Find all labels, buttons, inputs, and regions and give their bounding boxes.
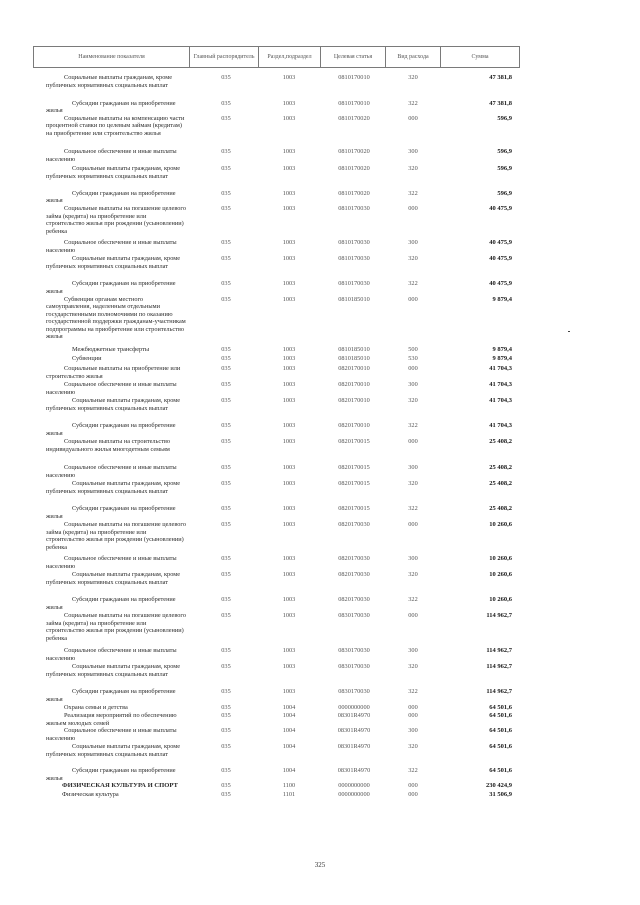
row-name: Социальные выплаты гражданам, кроме публичных нормативных социальных выплат <box>46 663 181 678</box>
row-target-article: 08301R4970 <box>337 712 371 719</box>
row-chief-manager: 035 <box>221 521 231 528</box>
row-section: 1003 <box>282 165 296 172</box>
row-expense-type: 322 <box>408 505 418 512</box>
row-sum: 47 381,8 <box>489 99 512 107</box>
row-chief-manager: 035 <box>221 571 231 579</box>
row-chief-manager: 035 <box>221 205 231 212</box>
row-sum: 9 879,4 <box>492 355 512 362</box>
row-name: Социальные выплаты на погашение целевого займа (кредита) на приобретение или строительство жилья при рождении (усыновлении) ребенка <box>46 205 186 235</box>
row-chief-manager: 035 <box>221 596 231 603</box>
row-sum: 25 408,2 <box>489 464 512 471</box>
row-chief-manager: 035 <box>221 712 231 719</box>
row-expense-type: 000 <box>408 438 418 445</box>
row-chief-manager: 035 <box>221 688 231 695</box>
row-sum: 10 260,6 <box>489 521 512 528</box>
row-expense-type: 000 <box>408 704 418 711</box>
row-section: 1003 <box>282 148 296 156</box>
row-expense-type: 322 <box>408 422 418 429</box>
row-name: Субвенции <box>72 355 102 362</box>
row-chief-manager: 035 <box>221 280 231 287</box>
row-chief-manager: 035 <box>221 555 231 562</box>
row-target-article: 0820170015 <box>338 438 370 445</box>
row-chief-manager: 035 <box>221 355 231 362</box>
row-sum: 114 962,7 <box>486 647 512 654</box>
row-name: Субсидии гражданам на приобретение жилья <box>46 280 176 295</box>
row-section: 1004 <box>282 767 296 774</box>
row-chief-manager: 035 <box>221 464 231 471</box>
row-target-article: 0810170030 <box>338 205 370 212</box>
row-expense-type: 000 <box>408 365 418 372</box>
row-chief-manager: 035 <box>221 345 231 353</box>
row-name: Субсидии гражданам на приобретение жилья <box>46 422 176 437</box>
row-sum: 596,9 <box>497 148 512 156</box>
row-expense-type: 000 <box>408 521 418 528</box>
row-section: 1003 <box>282 612 296 619</box>
row-expense-type: 322 <box>408 596 418 603</box>
row-section: 1003 <box>282 280 296 287</box>
row-target-article: 0830170030 <box>338 612 370 619</box>
row-target-article: 0810170020 <box>338 114 370 122</box>
row-section: 1003 <box>282 521 296 528</box>
row-name: Социальные выплаты гражданам, кроме публичных нормативных социальных выплат <box>46 165 181 180</box>
row-target-article: 0820170010 <box>338 397 370 404</box>
row-expense-type: 322 <box>408 280 418 287</box>
row-chief-manager: 035 <box>221 189 231 197</box>
row-sum: 41 704,3 <box>489 397 512 404</box>
row-chief-manager: 035 <box>221 74 231 81</box>
row-target-article: 08301R4970 <box>337 727 371 734</box>
row-expense-type: 322 <box>408 189 418 197</box>
row-chief-manager: 035 <box>221 704 231 711</box>
row-expense-type: 300 <box>408 555 418 562</box>
row-expense-type: 322 <box>408 688 418 695</box>
row-chief-manager: 035 <box>221 438 231 445</box>
row-expense-type: 000 <box>408 791 418 798</box>
row-name: Социальное обеспечение и иные выплаты населению <box>46 647 177 662</box>
row-sum: 596,9 <box>497 165 512 172</box>
row-name: Социальные выплаты гражданам, кроме публичных нормативных социальных выплат <box>46 74 173 89</box>
row-sum: 31 506,9 <box>489 791 512 798</box>
row-expense-type: 300 <box>408 647 418 654</box>
row-chief-manager: 035 <box>221 767 231 774</box>
row-target-article: 0810170020 <box>338 148 370 156</box>
row-expense-type: 300 <box>408 727 418 734</box>
row-expense-type: 500 <box>408 345 418 353</box>
row-sum: 25 408,2 <box>489 438 512 445</box>
row-name: Физическая культура <box>62 791 119 798</box>
row-target-article: 0830170030 <box>338 688 370 695</box>
row-name: ФИЗИЧЕСКАЯ КУЛЬТУРА И СПОРТ <box>62 782 178 789</box>
row-chief-manager: 035 <box>221 782 231 789</box>
row-expense-type: 000 <box>408 612 418 619</box>
header-section: Раздел,подраздел <box>258 46 321 68</box>
row-section: 1003 <box>282 663 296 670</box>
row-name: Социальные выплаты на приобретение или строительство жилья <box>46 365 181 380</box>
row-target-article: 0810170020 <box>338 165 370 172</box>
row-name: Социальные выплаты на строительство индивидуального жилья многодетным семьям <box>46 438 171 453</box>
row-target-article: 0810170010 <box>338 74 370 81</box>
row-expense-type: 000 <box>408 205 418 212</box>
row-chief-manager: 035 <box>221 255 231 262</box>
row-chief-manager: 035 <box>221 422 231 429</box>
row-chief-manager: 035 <box>221 295 231 303</box>
row-section: 1003 <box>282 647 296 654</box>
row-expense-type: 300 <box>408 148 418 156</box>
row-chief-manager: 035 <box>221 99 231 107</box>
header-expense-type: Вид расхода <box>385 46 441 68</box>
row-target-article: 0810170020 <box>338 189 370 197</box>
row-target-article: 0830170030 <box>338 663 370 670</box>
row-expense-type: 000 <box>408 295 418 303</box>
row-chief-manager: 035 <box>221 727 231 734</box>
row-target-article: 0810170010 <box>338 99 370 107</box>
row-sum: 10 260,6 <box>489 571 512 579</box>
row-section: 1003 <box>282 345 296 353</box>
row-name: Реализация мероприятий по обеспечению жильем молодых семей <box>46 712 177 727</box>
scan-speck <box>568 331 570 332</box>
row-name: Социальные выплаты на погашение целевого займа (кредита) на приобретение или строительство жилья при рождении (усыновлении) ребенка <box>46 612 186 642</box>
header-name: Наименование показателя <box>33 46 190 68</box>
row-target-article: 0820170010 <box>338 381 370 388</box>
row-sum: 40 475,9 <box>489 255 512 262</box>
row-sum: 64 501,6 <box>489 767 512 774</box>
row-name: Субсидии гражданам на приобретение жилья <box>46 505 176 520</box>
row-section: 1003 <box>282 355 296 362</box>
row-target-article: 0830170030 <box>338 647 370 654</box>
row-target-article: 0820170010 <box>338 365 370 372</box>
row-sum: 114 962,7 <box>486 663 512 670</box>
row-chief-manager: 035 <box>221 663 231 670</box>
row-section: 1003 <box>282 255 296 262</box>
row-sum: 40 475,9 <box>489 239 512 246</box>
row-chief-manager: 035 <box>221 647 231 654</box>
row-section: 1003 <box>282 239 296 246</box>
row-target-article: 0000000000 <box>338 782 370 789</box>
row-chief-manager: 035 <box>221 743 231 750</box>
row-name: Субсидии гражданам на приобретение жилья <box>46 99 176 115</box>
row-section: 1003 <box>282 397 296 404</box>
row-expense-type: 320 <box>408 571 418 579</box>
row-name: Субсидии гражданам на приобретение жилья <box>46 767 176 782</box>
row-sum: 9 879,4 <box>492 345 512 353</box>
row-section: 1003 <box>282 571 296 579</box>
row-target-article: 0810185010 <box>338 345 370 353</box>
row-target-article: 08301R4970 <box>337 743 371 750</box>
row-section: 1003 <box>282 99 296 107</box>
row-chief-manager: 035 <box>221 165 231 172</box>
row-chief-manager: 035 <box>221 397 231 404</box>
row-sum: 114 962,7 <box>486 612 512 619</box>
row-name: Социальные выплаты гражданам, кроме публичных нормативных социальных выплат <box>46 743 181 758</box>
row-section: 1003 <box>282 480 296 487</box>
row-target-article: 0810185010 <box>338 355 370 362</box>
row-name: Субсидии гражданам на приобретение жилья <box>46 596 176 611</box>
row-name: Межбюджетные трансферты <box>72 345 150 353</box>
row-sum: 41 704,3 <box>489 365 512 372</box>
row-name: Социальное обеспечение и иные выплаты населению <box>46 464 177 479</box>
row-name: Социальные выплаты гражданам, кроме публичных нормативных социальных выплат <box>46 397 181 412</box>
row-target-article: 0820170010 <box>338 422 370 429</box>
row-name: Социальные выплаты на компенсацию части процентной ставки по целевым займам (кредитам) на приобретение или строительство жилья <box>46 114 185 137</box>
row-section: 1003 <box>282 381 296 388</box>
row-chief-manager: 035 <box>221 612 231 619</box>
row-section: 1003 <box>282 295 296 303</box>
page-number: 325 <box>314 861 326 869</box>
row-section: 1004 <box>282 727 296 734</box>
row-name: Субвенции органам местного самоуправления, наделенным отдельными государственными полномочиями по оказанию государственной поддержки гражданам-участникам подпрограммы на приобретение или строительство жилья <box>46 295 186 341</box>
row-section: 1003 <box>282 422 296 429</box>
row-name: Социальное обеспечение и иные выплаты населению <box>46 727 177 742</box>
row-target-article: 08301R4970 <box>337 767 371 774</box>
row-expense-type: 322 <box>408 99 418 107</box>
row-sum: 596,9 <box>497 189 512 197</box>
row-sum: 64 501,6 <box>489 712 512 719</box>
row-sum: 40 475,9 <box>489 205 512 212</box>
row-name: Субсидии гражданам на приобретение жилья <box>46 688 176 703</box>
row-expense-type: 300 <box>408 239 418 246</box>
row-chief-manager: 035 <box>221 239 231 246</box>
row-name: Охрана семьи и детства <box>64 704 128 711</box>
row-expense-type: 320 <box>408 255 418 262</box>
row-name: Социальные выплаты гражданам, кроме публичных нормативных социальных выплат <box>46 480 181 495</box>
row-sum: 64 501,6 <box>489 727 512 734</box>
row-name: Социальные выплаты гражданам, кроме публичных нормативных социальных выплат <box>46 255 181 270</box>
row-expense-type: 000 <box>408 114 418 122</box>
row-expense-type: 000 <box>408 712 418 719</box>
row-sum: 64 501,6 <box>489 743 512 750</box>
row-section: 1003 <box>282 555 296 562</box>
row-section: 1003 <box>282 74 296 81</box>
row-sum: 596,9 <box>497 114 512 122</box>
row-name: Социальные выплаты на погашение целевого займа (кредита) на приобретение или строительство жилья при рождении (усыновлении) ребенка <box>46 521 186 551</box>
row-chief-manager: 035 <box>221 480 231 487</box>
header-sum: Сумма <box>440 46 520 68</box>
row-target-article: 0810185010 <box>338 295 370 303</box>
row-target-article: 0000000000 <box>338 791 370 798</box>
row-target-article: 0820170030 <box>338 555 370 562</box>
header-chief-manager: Главный распорядитель <box>189 46 259 68</box>
row-section: 1100 <box>282 782 296 789</box>
row-sum: 40 475,9 <box>489 280 512 287</box>
row-expense-type: 530 <box>408 355 418 362</box>
row-chief-manager: 035 <box>221 791 231 798</box>
row-section: 1003 <box>282 114 296 122</box>
row-chief-manager: 035 <box>221 365 231 372</box>
header-target-article: Целевая статья <box>320 46 386 68</box>
row-sum: 10 260,6 <box>489 596 512 603</box>
row-section: 1004 <box>282 743 296 750</box>
row-sum: 25 408,2 <box>489 505 512 512</box>
row-sum: 230 424,9 <box>486 782 512 789</box>
row-chief-manager: 035 <box>221 505 231 512</box>
row-sum: 47 381,8 <box>489 74 512 81</box>
row-section: 1003 <box>282 688 296 695</box>
row-target-article: 0820170030 <box>338 571 370 579</box>
row-section: 1101 <box>282 791 296 798</box>
row-section: 1004 <box>282 704 296 711</box>
row-expense-type: 320 <box>408 663 418 670</box>
row-name: Социальное обеспечение и иные выплаты населению <box>46 555 177 570</box>
row-section: 1003 <box>282 205 296 212</box>
row-target-article: 0820170015 <box>338 505 370 512</box>
row-section: 1004 <box>282 712 296 719</box>
row-target-article: 0810170030 <box>338 280 370 287</box>
row-target-article: 0820170030 <box>338 521 370 528</box>
row-chief-manager: 035 <box>221 148 231 156</box>
row-sum: 10 260,6 <box>489 555 512 562</box>
row-section: 1003 <box>282 505 296 512</box>
row-section: 1003 <box>282 365 296 372</box>
row-sum: 25 408,2 <box>489 480 512 487</box>
row-expense-type: 320 <box>408 74 418 81</box>
row-expense-type: 000 <box>408 782 418 789</box>
row-target-article: 0810170030 <box>338 239 370 246</box>
row-name: Субсидии гражданам на приобретение жилья <box>46 189 176 205</box>
row-section: 1003 <box>282 189 296 197</box>
row-target-article: 0810170030 <box>338 255 370 262</box>
row-name: Социальное обеспечение и иные выплаты населению <box>46 381 177 396</box>
row-expense-type: 320 <box>408 397 418 404</box>
row-sum: 114 962,7 <box>486 688 512 695</box>
row-expense-type: 320 <box>408 743 418 750</box>
row-chief-manager: 035 <box>221 381 231 388</box>
row-target-article: 0000000000 <box>338 704 370 711</box>
row-sum: 9 879,4 <box>492 295 512 303</box>
row-sum: 64 501,6 <box>489 704 512 711</box>
row-target-article: 0820170015 <box>338 480 370 487</box>
row-expense-type: 320 <box>408 480 418 487</box>
row-name: Социальное обеспечение и иные выплаты населению <box>46 239 177 254</box>
row-target-article: 0820170030 <box>338 596 370 603</box>
row-sum: 41 704,3 <box>489 422 512 429</box>
row-target-article: 0820170015 <box>338 464 370 471</box>
row-chief-manager: 035 <box>221 114 231 122</box>
row-section: 1003 <box>282 596 296 603</box>
row-section: 1003 <box>282 438 296 445</box>
row-expense-type: 300 <box>408 464 418 471</box>
row-name: Социальные выплаты гражданам, кроме публичных нормативных социальных выплат <box>46 571 181 586</box>
row-expense-type: 300 <box>408 381 418 388</box>
row-expense-type: 322 <box>408 767 418 774</box>
row-expense-type: 320 <box>408 165 418 172</box>
row-sum: 41 704,3 <box>489 381 512 388</box>
row-section: 1003 <box>282 464 296 471</box>
row-name: Социальное обеспечение и иные выплаты населению <box>46 148 177 163</box>
